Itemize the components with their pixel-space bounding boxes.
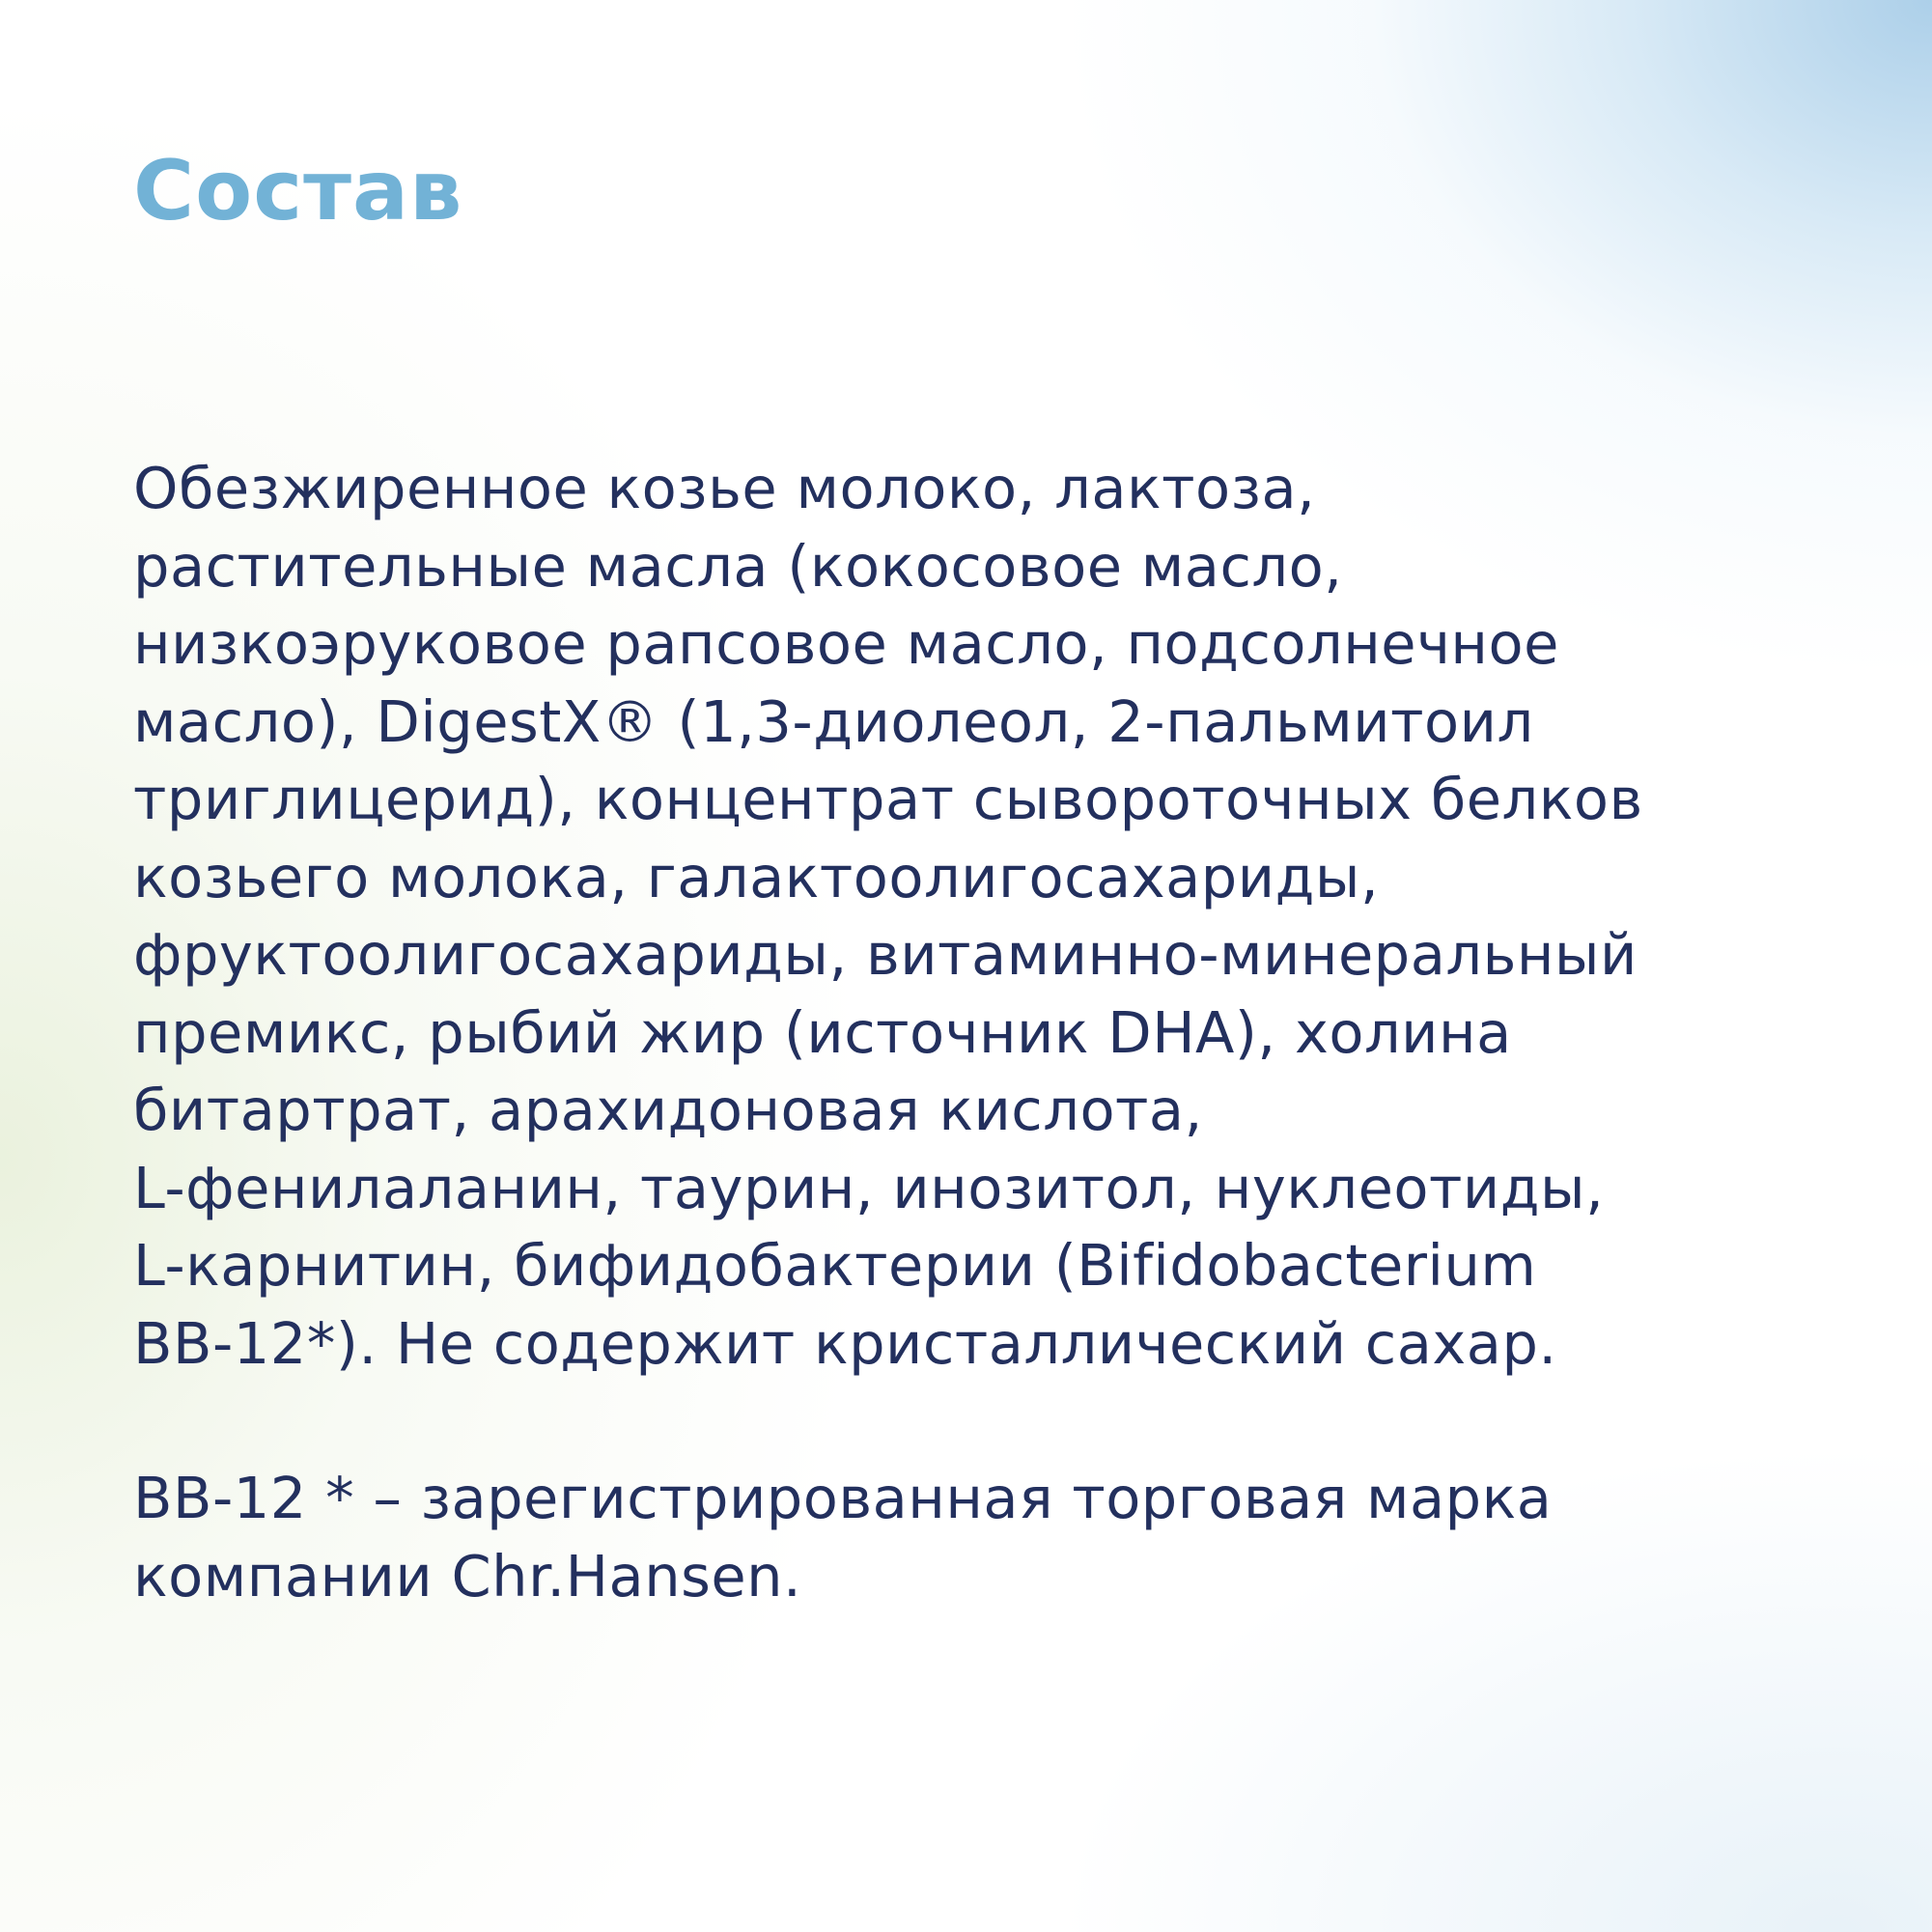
- footnote-line: компании Chr.Hansen.: [133, 1542, 802, 1610]
- composition-line: премикс, рыбий жир (источник DHA), холина: [133, 998, 1512, 1066]
- composition-line: фруктоолигосахариды, витаминно-минеральный: [133, 921, 1638, 988]
- footnote-line: BB-12 * – зарегистрированная торговая марка: [133, 1465, 1553, 1531]
- trademark-footnote: [133, 1460, 1833, 1615]
- composition-line: масло), DigestX® (1,3-диолеол, 2-пальмитоил: [133, 687, 1534, 755]
- composition-line: низкоэруковое рапсовое масло, подсолнечное: [133, 610, 1559, 677]
- composition-line: козьего молока, галактоолигосахариды,: [133, 843, 1380, 910]
- composition-text: [133, 450, 1833, 1383]
- composition-card: [133, 133, 1833, 1615]
- page-title: Состав: [133, 143, 463, 239]
- composition-line: битартрат, арахидоновая кислота,: [133, 1077, 1203, 1143]
- composition-line: L-карнитин, бифидобактерии (Bifidobacterium: [133, 1232, 1537, 1299]
- composition-line: L-фенилаланин, таурин, инозитол, нуклеотиды,: [133, 1154, 1605, 1221]
- composition-line: триглицерид), концентрат сывороточных белков: [133, 766, 1643, 832]
- composition-line: Обезжиренное козье молоко, лактоза,: [133, 455, 1316, 521]
- composition-line: растительные масла (кокосовое масло,: [133, 532, 1343, 600]
- composition-line: BB-12*). Не содержит кристаллический сахар.: [133, 1309, 1557, 1377]
